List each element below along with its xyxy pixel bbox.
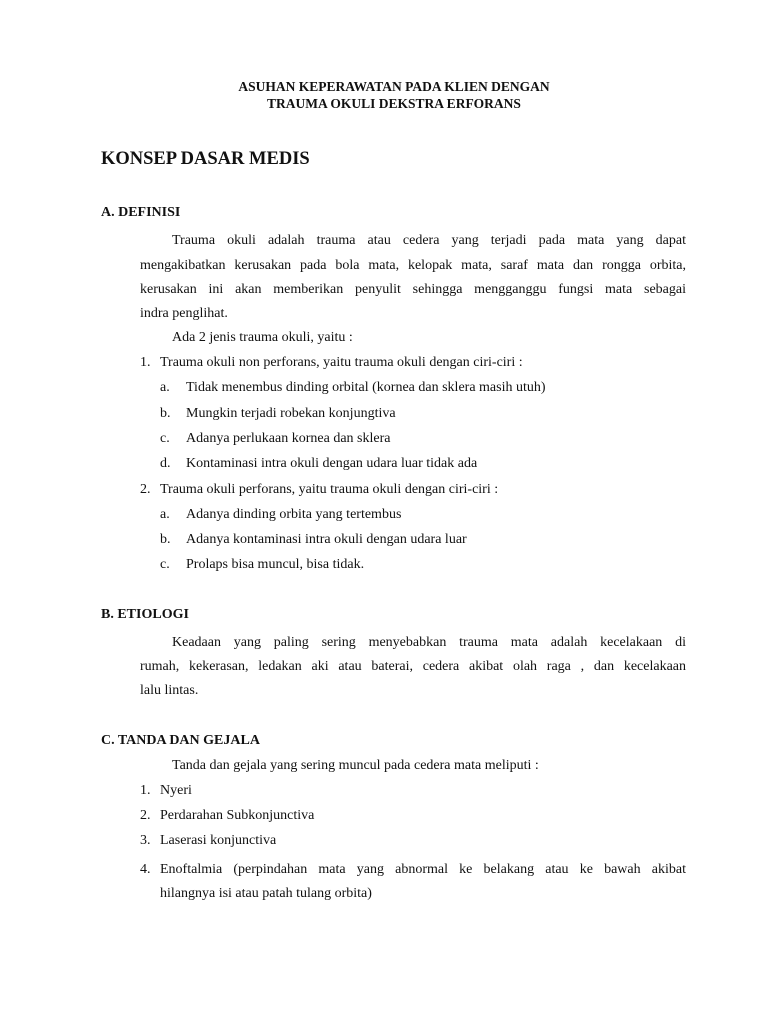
definisi-heading: A. DEFINISI — [101, 205, 181, 220]
sub-item-text: Adanya perlukaan kornea dan sklera — [186, 431, 391, 446]
definisi-para-line: indra penglihat. — [140, 306, 228, 321]
sub-item-text: Kontaminasi intra okuli dengan udara luar tidak ada — [186, 456, 478, 471]
sub-item-text: Prolaps bisa muncul, bisa tidak. — [186, 557, 365, 572]
sub-item-text: Adanya kontaminasi intra okuli dengan udara luar — [186, 532, 467, 547]
doc-title-line-1: ASUHAN KEPERAWATAN PADA KLIEN DENGAN — [238, 79, 550, 94]
etiologi-para-line: rumah, kekerasan, ledakan aki atau baterai, cedera akibat olah raga , dan kecelakaan — [140, 659, 686, 674]
section-heading: KONSEP DASAR MEDIS — [101, 149, 310, 169]
list-item-text: hilangnya isi atau patah tulang orbita) — [160, 886, 372, 901]
definisi-intro: Ada 2 jenis trauma okuli, yaitu : — [172, 330, 353, 345]
definisi-para-line: kerusakan ini akan memberikan penyulit sehingga mengganggu fungsi mata sebagai — [140, 282, 686, 297]
list-item-text: Perdarahan Subkonjunctiva — [160, 808, 315, 823]
list-item-text: Laserasi konjunctiva — [160, 833, 277, 848]
type-number: 1. — [140, 355, 151, 370]
definisi-para-line: mengakibatkan kerusakan pada bola mata, kelopak mata, saraf mata dan rongga orbita, — [140, 258, 686, 273]
list-number: 1. — [140, 783, 151, 798]
sub-item-letter: d. — [160, 456, 171, 471]
tanda-heading: C. TANDA DAN GEJALA — [101, 733, 260, 748]
sub-item-letter: a. — [160, 507, 170, 522]
sub-item-text: Mungkin terjadi robekan konjungtiva — [186, 406, 396, 421]
list-number: 3. — [140, 833, 151, 848]
sub-item-text: Tidak menembus dinding orbital (kornea dan sklera masih utuh) — [186, 380, 546, 395]
sub-item-letter: b. — [160, 532, 171, 547]
list-number: 2. — [140, 808, 151, 823]
list-item-text: Nyeri — [160, 783, 192, 798]
doc-title-line-2: TRAUMA OKULI DEKSTRA ERFORANS — [267, 96, 521, 111]
etiologi-para-line: Keadaan yang paling sering menyebabkan trauma mata adalah kecelakaan di — [172, 635, 686, 650]
etiologi-para-line: lalu lintas. — [140, 683, 199, 698]
tanda-intro: Tanda dan gejala yang sering muncul pada cedera mata meliputi : — [172, 758, 539, 773]
list-number: 4. — [140, 862, 151, 877]
type-text: Trauma okuli perforans, yaitu trauma okuli dengan ciri-ciri : — [160, 482, 499, 497]
sub-item-letter: a. — [160, 380, 170, 395]
sub-item-letter: c. — [160, 557, 170, 572]
definisi-para-line: Trauma okuli adalah trauma atau cedera yang terjadi pada mata yang dapat — [172, 233, 686, 248]
sub-item-text: Adanya dinding orbita yang tertembus — [186, 507, 402, 522]
type-number: 2. — [140, 482, 151, 497]
sub-item-letter: c. — [160, 431, 170, 446]
etiologi-heading: B. ETIOLOGI — [101, 607, 189, 622]
type-text: Trauma okuli non perforans, yaitu trauma okuli dengan ciri-ciri : — [160, 355, 523, 370]
sub-item-letter: b. — [160, 406, 171, 421]
list-item-text: Enoftalmia (perpindahan mata yang abnormal ke belakang atau ke bawah akibat — [160, 862, 686, 877]
